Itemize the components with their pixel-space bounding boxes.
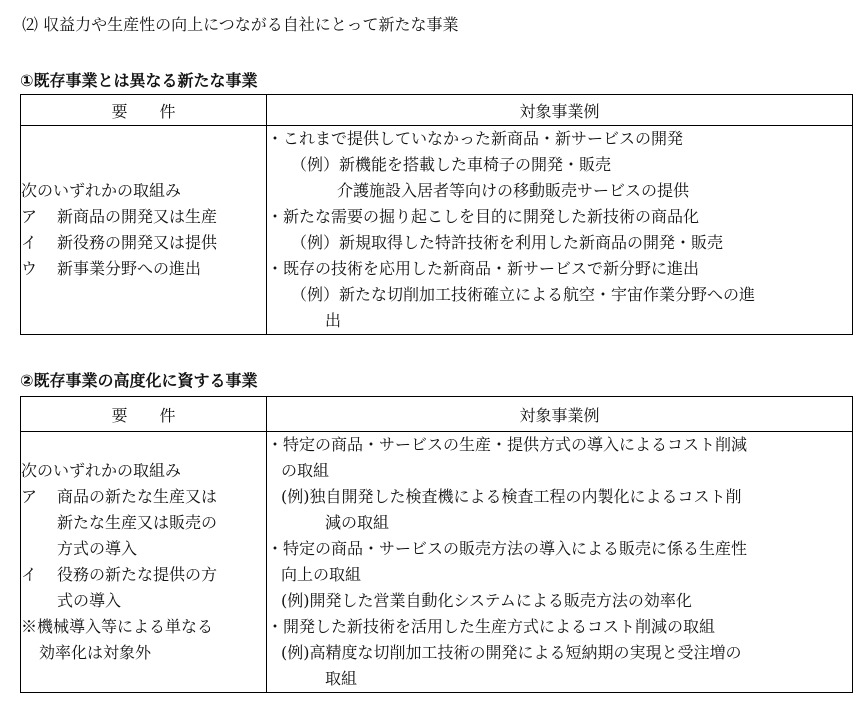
table-header-row bbox=[21, 95, 853, 126]
section1-table bbox=[20, 94, 853, 335]
requirement-item: ア 新商品の開発又は生産 bbox=[21, 207, 218, 226]
table-row bbox=[21, 126, 853, 335]
example-line: (例)高精度な切削加工技術の開発による短納期の実現と受注増の bbox=[281, 643, 742, 662]
example-line: （例）新機能を搭載した車椅子の開発・販売 bbox=[291, 155, 612, 174]
requirement-cell bbox=[21, 432, 267, 693]
example-line: （例）新たな切削加工技術確立による航空・宇宙作業分野への進 bbox=[291, 285, 756, 304]
requirement-item: 式の導入 bbox=[57, 591, 122, 610]
table-row bbox=[21, 432, 853, 693]
requirement-item: 方式の導入 bbox=[57, 539, 138, 558]
requirement-cell bbox=[21, 126, 267, 335]
requirement-item: イ 役務の新たな提供の方 bbox=[21, 565, 218, 584]
example-line: 出 bbox=[325, 311, 342, 330]
example-line: ・開発した新技術を活用した生産方式によるコスト削減の取組 bbox=[267, 617, 716, 636]
requirement-note: 効率化は対象外 bbox=[39, 643, 152, 662]
example-line: ・これまで提供していなかった新商品・新サービスの開発 bbox=[267, 129, 684, 148]
requirement-intro: 次のいずれかの取組み bbox=[21, 181, 182, 200]
page-title: ⑵ 収益力や生産性の向上につながる自社にとって新たな事業 bbox=[22, 15, 459, 34]
requirement-item: 新たな生産又は販売の bbox=[57, 513, 218, 532]
examples-cell bbox=[267, 432, 853, 693]
requirement-item: ウ 新事業分野への進出 bbox=[21, 259, 202, 278]
requirement-column-header: 要 件 bbox=[21, 95, 267, 126]
example-line: (例)独自開発した検査機による検査工程の内製化によるコスト削 bbox=[281, 487, 742, 506]
requirement-intro: 次のいずれかの取組み bbox=[21, 461, 182, 480]
example-line: ・新たな需要の掘り起こしを目的に開発した新技術の商品化 bbox=[267, 207, 700, 226]
example-line: 減の取組 bbox=[325, 513, 390, 532]
example-line: の取組 bbox=[281, 461, 330, 480]
example-line: ・特定の商品・サービスの生産・提供方式の導入によるコスト削減 bbox=[267, 435, 748, 454]
examples-cell bbox=[267, 126, 853, 335]
example-line: ・特定の商品・サービスの販売方法の導入による販売に係る生産性 bbox=[267, 539, 748, 558]
example-line: 向上の取組 bbox=[281, 565, 362, 584]
requirement-column-header: 要 件 bbox=[21, 397, 267, 432]
example-line: 取組 bbox=[325, 669, 358, 688]
example-line: (例)開発した営業自動化システムによる販売方法の効率化 bbox=[281, 591, 692, 610]
section1-heading: ①既存事業とは異なる新たな事業 bbox=[20, 71, 258, 90]
examples-column-header: 対象事業例 bbox=[267, 397, 853, 432]
requirement-item: イ 新役務の開発又は提供 bbox=[21, 233, 218, 252]
section2-table bbox=[20, 396, 853, 693]
example-line: （例）新規取得した特許技術を利用した新商品の開発・販売 bbox=[291, 233, 724, 252]
requirement-note: ※機械導入等による単なる bbox=[21, 617, 214, 636]
examples-column-header: 対象事業例 bbox=[267, 95, 853, 126]
requirement-item: ア 商品の新たな生産又は bbox=[21, 487, 218, 506]
table-header-row bbox=[21, 397, 853, 432]
example-line: 介護施設入居者等向けの移動販売サービスの提供 bbox=[337, 181, 690, 200]
section2-heading: ②既存事業の高度化に資する事業 bbox=[20, 371, 258, 390]
example-line: ・既存の技術を応用した新商品・新サービスで新分野に進出 bbox=[267, 259, 700, 278]
